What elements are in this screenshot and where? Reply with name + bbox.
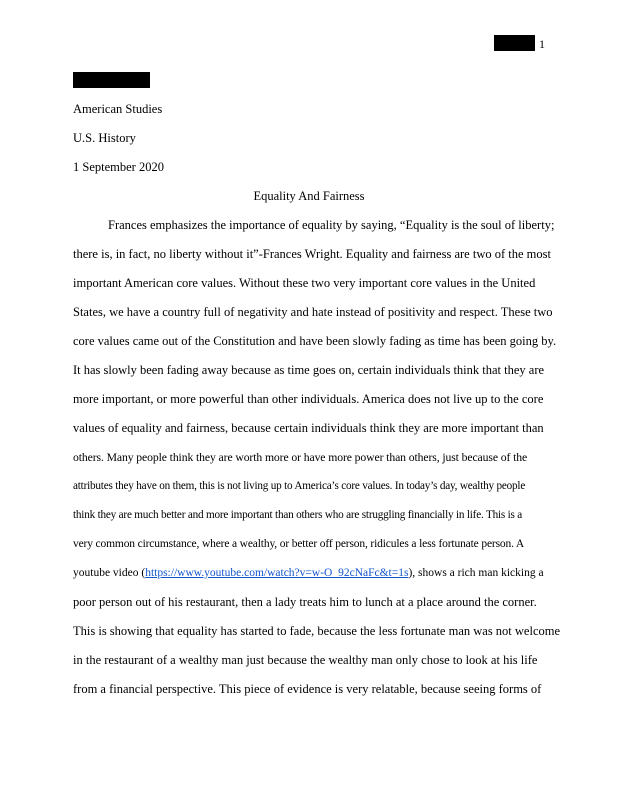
body-line: States, we have a country full of negativity and hate instead of positivity and respect. These two [73,305,553,319]
page-number: 1 [539,37,545,51]
body-line: values of equality and fairness, because certain individuals think they are more important than [73,421,544,435]
body-line: This is showing that equality has started to fade, because the less fortunate man was not welcome [73,624,561,638]
course-name: American Studies [73,102,163,116]
body-line: others. Many people think they are worth more or have more power than others, just because of the [73,451,528,464]
body-line: important American core values. Without these two very important core values in the United [73,276,536,290]
body-text: ), shows a rich man kicking a [408,567,544,579]
body-line: more important, or more powerful than other individuals. America does not live up to the core [73,392,544,406]
redacted-student-name [73,72,150,88]
date-line: 1 September 2020 [73,160,164,174]
body-line: think they are much better and more important than others who are struggling financially in life. This is a [73,509,523,521]
body-line: It has slowly been fading away because as time goes on, certain individuals think that they are [73,363,545,377]
body-line: from a financial perspective. This piece of evidence is very relatable, because seeing forms of [73,682,542,696]
body-line-with-link [73,566,544,581]
body-line: in the restaurant of a wealthy man just because the wealthy man only chose to look at his life [73,653,538,667]
youtube-link[interactable]: https://www.youtube.com/watch?v=w-O_92cNaFc&t=1s [145,567,409,579]
class-name: U.S. History [73,131,136,145]
body-line: core values came out of the Constitution and have been slowly fading as time has been going by. [73,334,557,348]
body-text: youtube video ( [73,567,146,579]
body-line: there is, in fact, no liberty without it”-Frances Wright. Equality and fairness are two of the most [73,247,551,261]
body-line: attributes they have on them, this is not living up to America’s core values. In today’s day, wealthy people [73,480,526,492]
body-line: very common circumstance, where a wealthy, or better off person, ridicules a less fortunate person. A [73,538,525,550]
body-line: Frances emphasizes the importance of equality by saying, “Equality is the soul of liberty; [108,218,555,232]
essay-title: Equality And Fairness [253,189,365,203]
redacted-author-name-header [494,35,535,51]
body-line: poor person out of his restaurant, then a lady treats him to lunch at a place around the corner. [73,595,537,609]
